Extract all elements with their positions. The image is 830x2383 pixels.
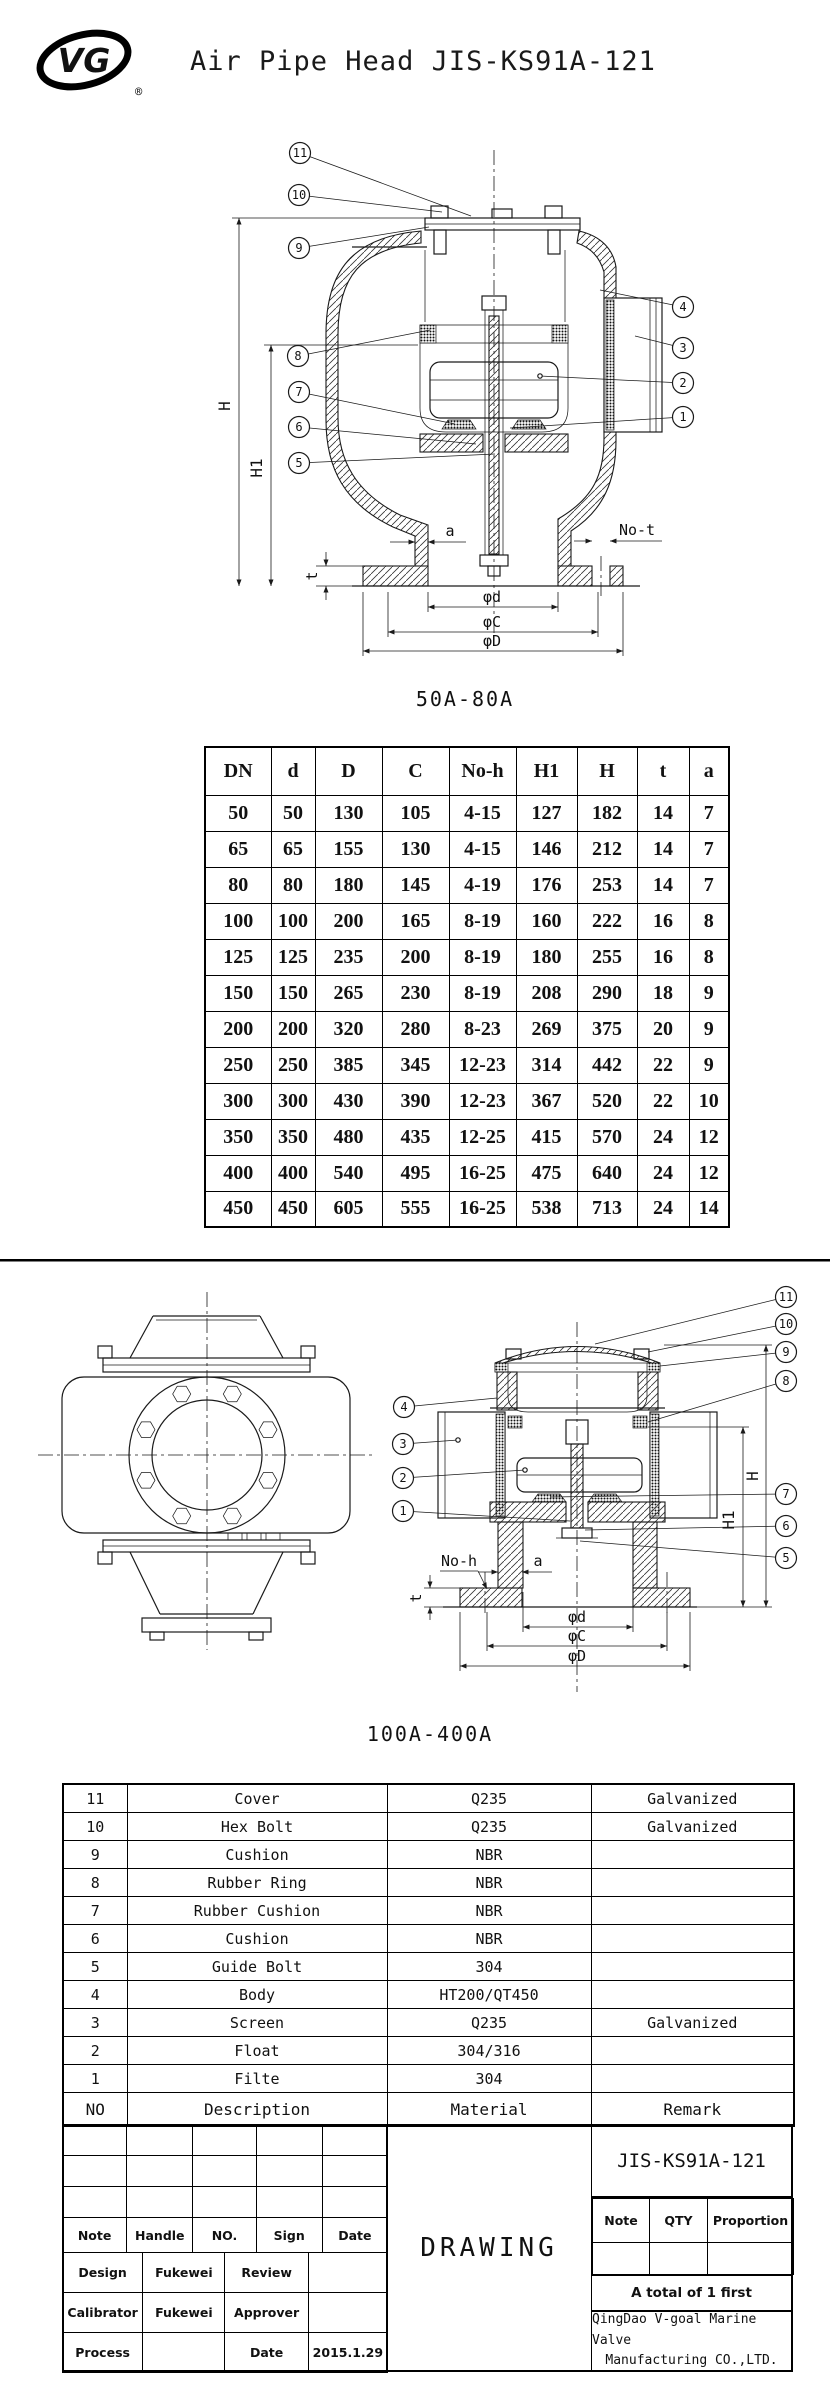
cell-d: 150 [271,975,315,1011]
part-description: Filte [127,2065,387,2093]
vgoal-logo-icon [34,24,143,99]
label-process: Process [63,2333,143,2373]
balloon-8 [288,330,431,367]
cell-t: 24 [637,1191,689,1227]
cell-c: 495 [382,1155,449,1191]
parts-row [63,1784,794,1813]
cell-noh: 8-19 [449,903,516,939]
parts-row [63,1813,794,1841]
caption-50a-80a: 50A-80A [415,687,515,711]
cell-d: 100 [271,903,315,939]
cell-t: 16 [637,903,689,939]
footer-material: Material [387,2093,591,2127]
section-divider [0,1259,830,1262]
dims-row [205,1155,729,1191]
cell-t: 14 [637,795,689,831]
dims-row [205,795,729,831]
parts-row [63,1953,794,1981]
svg-text:4: 4 [679,300,687,314]
label-date: Date [322,2218,387,2253]
svg-text:9: 9 [782,1345,790,1359]
cell-noh: 4-15 [449,795,516,831]
part-no: 3 [63,2009,127,2037]
parts-table [62,1783,795,2127]
dims-header-cell: DN [205,747,271,795]
balloon2-11 [595,1287,797,1345]
cell-dn: 80 [205,867,271,903]
part-remark [591,1953,794,1981]
part-remark [591,1897,794,1925]
cell-h1: 208 [516,975,577,1011]
dims-row [205,1011,729,1047]
cell-h1: 180 [516,939,577,975]
cell-c: 390 [382,1083,449,1119]
title-block [62,2124,793,2372]
part-material: NBR [387,1841,591,1869]
cell-noh: 8-19 [449,939,516,975]
part-description: Body [127,1981,387,2009]
page-title: Air Pipe Head JIS-KS91A-121 [190,46,656,77]
dim-phid-label: φd [482,588,502,606]
empty-cell [63,2156,127,2187]
cell-a: 9 [689,1047,729,1083]
part-no: 2 [63,2037,127,2065]
label-note: Note [63,2218,127,2253]
dims-row [205,1191,729,1227]
cell-d: 200 [271,1011,315,1047]
cell-D: 180 [315,867,382,903]
cell-a: 10 [689,1083,729,1119]
cell-dn: 400 [205,1155,271,1191]
value-calibrator: Fukewei [143,2293,225,2333]
part-description: Cushion [127,1925,387,1953]
cell-dn: 250 [205,1047,271,1083]
cell-t: 20 [637,1011,689,1047]
empty-cell [127,2187,193,2218]
empty-cell [708,2243,794,2275]
cell-a: 8 [689,939,729,975]
dims-row [205,975,729,1011]
dim-phic-label: φC [482,613,502,631]
dim-t-label-2: t [407,1593,425,1603]
empty-cell [322,2125,387,2156]
dims-row [205,1119,729,1155]
cell-d: 450 [271,1191,315,1227]
label-approver: Approver [225,2293,308,2333]
cell-dn: 450 [205,1191,271,1227]
cell-a: 8 [689,903,729,939]
part-no: 5 [63,1953,127,1981]
svg-text:3: 3 [399,1437,407,1451]
dims-row [205,1083,729,1119]
cell-h: 253 [577,867,637,903]
dims-header-cell: C [382,747,449,795]
parts-row [63,1869,794,1897]
drawing-50a-80a [215,143,694,712]
cell-h1: 415 [516,1119,577,1155]
cell-noh: 4-15 [449,831,516,867]
label-calibrator: Calibrator [63,2293,143,2333]
part-no: 7 [63,1897,127,1925]
dims-row [205,1047,729,1083]
empty-cell [256,2125,322,2156]
svg-text:1: 1 [399,1504,407,1518]
dims-header-cell: D [315,747,382,795]
cell-a: 9 [689,1011,729,1047]
label-no: NO. [193,2218,256,2253]
cell-c: 165 [382,903,449,939]
part-material: NBR [387,1897,591,1925]
company-line1: QingDao V-goal Marine Valve [592,2311,757,2348]
part-remark [591,1981,794,2009]
cell-noh: 16-25 [449,1155,516,1191]
cell-h: 290 [577,975,637,1011]
cell-c: 555 [382,1191,449,1227]
dims-header-cell: H1 [516,747,577,795]
cell-t: 24 [637,1155,689,1191]
dims-row [205,867,729,903]
svg-text:6: 6 [295,420,303,434]
balloon2-7 [550,1484,797,1505]
svg-text:2: 2 [679,376,687,390]
cell-c: 345 [382,1047,449,1083]
part-description: Rubber Ring [127,1869,387,1897]
part-no: 11 [63,1784,127,1813]
drawing-number-cell: JIS-KS91A-121 [592,2126,791,2198]
cell-h1: 146 [516,831,577,867]
part-remark [591,1869,794,1897]
dims-header-cell: a [689,747,729,795]
cell-D: 385 [315,1047,382,1083]
label-proportion: Proportion [708,2199,794,2243]
cell-dn: 125 [205,939,271,975]
title-block-left-grid [62,2124,388,2253]
balloon-10 [289,185,443,213]
cell-a: 7 [689,867,729,903]
part-no: 4 [63,1981,127,2009]
part-material: 304 [387,2065,591,2093]
dim-phiD-label-2: φD [567,1647,587,1665]
cell-noh: 12-23 [449,1083,516,1119]
empty-cell [63,2125,127,2156]
part-remark [591,1841,794,1869]
cell-D: 130 [315,795,382,831]
dims-header-cell: d [271,747,315,795]
cell-dn: 65 [205,831,271,867]
label-review: Review [225,2253,308,2293]
dims-row [205,939,729,975]
svg-text:6: 6 [782,1519,790,1533]
part-description: Guide Bolt [127,1953,387,1981]
qty-grid [592,2198,794,2275]
cell-t: 14 [637,867,689,903]
part-material: 304 [387,1953,591,1981]
cell-D: 430 [315,1083,382,1119]
company-line2: Manufacturing CO.,LTD. [605,2353,778,2369]
caption-100a-400a: 100A-400A [366,1722,494,1746]
cell-t: 14 [637,831,689,867]
parts-footer-row [63,2093,794,2127]
part-no: 9 [63,1841,127,1869]
part-material: HT200/QT450 [387,1981,591,2009]
cell-noh: 8-23 [449,1011,516,1047]
cell-noh: 16-25 [449,1191,516,1227]
value-date: 2015.1.29 [308,2333,387,2373]
empty-cell [127,2156,193,2187]
part-description: Screen [127,2009,387,2037]
balloon-5 [289,453,496,474]
cell-h: 442 [577,1047,637,1083]
part-material: Q235 [387,2009,591,2037]
part-no: 10 [63,1813,127,1841]
svg-text:4: 4 [400,1400,408,1414]
parts-row [63,1897,794,1925]
part-remark [591,2065,794,2093]
cell-c: 200 [382,939,449,975]
empty-cell [650,2243,708,2275]
company-cell [592,2312,791,2370]
svg-text:7: 7 [782,1487,790,1501]
cell-t: 24 [637,1119,689,1155]
label-design: Design [63,2253,143,2293]
empty-cell [193,2156,256,2187]
cell-d: 400 [271,1155,315,1191]
cell-D: 480 [315,1119,382,1155]
cell-d: 250 [271,1047,315,1083]
part-material: 304/316 [387,2037,591,2065]
cell-d: 300 [271,1083,315,1119]
part-remark [591,1925,794,1953]
cell-c: 130 [382,831,449,867]
dim-not-label: No-t [618,521,656,539]
title-block-signoff-grid [62,2252,388,2373]
dim-phid-label-2: φd [567,1608,587,1626]
dims-row [205,903,729,939]
svg-text:3: 3 [679,341,687,355]
balloon2-2 [393,1468,528,1489]
cell-c: 105 [382,795,449,831]
part-description: Cushion [127,1841,387,1869]
empty-cell [256,2187,322,2218]
balloon2-8 [648,1371,797,1423]
dimensions-table [204,746,730,1228]
empty-cell [308,2293,387,2333]
dim-phic-label-2: φC [567,1627,587,1645]
cell-D: 265 [315,975,382,1011]
dim-phiD-label: φD [482,632,502,650]
label-handle: Handle [127,2218,193,2253]
svg-text:5: 5 [782,1551,790,1565]
footer-remark: Remark [591,2093,794,2127]
cell-a: 7 [689,795,729,831]
svg-text:11: 11 [778,1290,794,1304]
drawing-100a-400a [38,1287,797,1747]
part-no: 8 [63,1869,127,1897]
empty-cell [322,2156,387,2187]
dim-a-label-2: a [533,1552,543,1570]
cell-t: 16 [637,939,689,975]
cell-a: 7 [689,831,729,867]
cell-h1: 269 [516,1011,577,1047]
cell-D: 320 [315,1011,382,1047]
cell-h1: 314 [516,1047,577,1083]
svg-text:7: 7 [295,385,303,399]
parts-row [63,1841,794,1869]
svg-text:10: 10 [778,1317,794,1331]
footer-description: Description [127,2093,387,2127]
cell-t: 22 [637,1047,689,1083]
cell-h1: 367 [516,1083,577,1119]
empty-cell [256,2156,322,2187]
cell-h: 255 [577,939,637,975]
svg-text:8: 8 [782,1374,790,1388]
cell-noh: 8-19 [449,975,516,1011]
cell-dn: 150 [205,975,271,1011]
cell-h: 375 [577,1011,637,1047]
cell-c: 435 [382,1119,449,1155]
empty-cell [127,2125,193,2156]
balloon2-10 [648,1314,797,1353]
part-description: Cover [127,1784,387,1813]
cell-t: 22 [637,1083,689,1119]
dim-t-label: t [303,571,321,581]
part-description: Float [127,2037,387,2065]
part-no: 6 [63,1925,127,1953]
dims-header-cell: H [577,747,637,795]
svg-text:9: 9 [295,241,303,255]
cell-dn: 300 [205,1083,271,1119]
dims-row [205,831,729,867]
parts-row [63,2065,794,2093]
label-date2: Date [225,2333,308,2373]
cell-h: 570 [577,1119,637,1155]
parts-row [63,2037,794,2065]
svg-text:VG: VG [57,41,111,80]
empty-cell [193,2187,256,2218]
cell-h1: 538 [516,1191,577,1227]
cell-noh: 12-23 [449,1047,516,1083]
footer-no: NO [63,2093,127,2127]
empty-cell [143,2333,225,2373]
empty-cell [593,2243,650,2275]
drawing-label-cell: DRAWING [386,2126,592,2370]
parts-row [63,1925,794,1953]
label-sign: Sign [256,2218,322,2253]
parts-row [63,2009,794,2037]
balloon-2 [538,373,694,394]
dims-header-cell: No-h [449,747,516,795]
svg-text:8: 8 [294,349,302,363]
cell-d: 80 [271,867,315,903]
cell-dn: 350 [205,1119,271,1155]
label-note-right: Note [593,2199,650,2243]
empty-cell [322,2187,387,2218]
cell-noh: 12-25 [449,1119,516,1155]
cell-D: 605 [315,1191,382,1227]
part-description: Hex Bolt [127,1813,387,1841]
part-material: NBR [387,1925,591,1953]
value-designer: Fukewei [143,2253,225,2293]
cell-a: 12 [689,1155,729,1191]
cell-a: 12 [689,1119,729,1155]
svg-text:5: 5 [295,456,303,470]
part-material: Q235 [387,1784,591,1813]
cell-d: 350 [271,1119,315,1155]
cell-D: 540 [315,1155,382,1191]
cell-d: 125 [271,939,315,975]
cell-dn: 200 [205,1011,271,1047]
cell-t: 18 [637,975,689,1011]
dim-h1-label-2: H1 [719,1510,738,1530]
cell-h: 520 [577,1083,637,1119]
cell-h: 182 [577,795,637,831]
cell-D: 155 [315,831,382,867]
part-no: 1 [63,2065,127,2093]
part-remark [591,2037,794,2065]
svg-text:10: 10 [291,188,307,202]
balloon2-5 [580,1541,797,1569]
cell-h1: 176 [516,867,577,903]
parts-row [63,1981,794,2009]
cell-h1: 475 [516,1155,577,1191]
dims-header-row [205,747,729,795]
part-remark: Galvanized [591,1813,794,1841]
empty-cell [63,2187,127,2218]
cell-h: 212 [577,831,637,867]
total-note-cell: A total of 1 first [592,2274,791,2312]
cell-h: 222 [577,903,637,939]
cell-c: 230 [382,975,449,1011]
cell-h: 713 [577,1191,637,1227]
dim-a-label: a [445,522,455,540]
empty-cell [308,2253,387,2293]
part-material: Q235 [387,1813,591,1841]
svg-text:11: 11 [292,146,308,160]
dim-noh-label: No-h [440,1552,478,1570]
cell-noh: 4-19 [449,867,516,903]
cell-a: 14 [689,1191,729,1227]
cell-D: 235 [315,939,382,975]
svg-text:2: 2 [399,1471,407,1485]
cell-D: 200 [315,903,382,939]
cell-h1: 127 [516,795,577,831]
cell-dn: 100 [205,903,271,939]
empty-cell [193,2125,256,2156]
cell-c: 145 [382,867,449,903]
part-material: NBR [387,1869,591,1897]
cell-h1: 160 [516,903,577,939]
balloon2-3 [393,1434,461,1455]
cell-a: 9 [689,975,729,1011]
dims-header-cell: t [637,747,689,795]
svg-text:1: 1 [679,410,687,424]
dim-h-label-2: H [743,1471,762,1481]
label-qty: QTY [650,2199,708,2243]
part-remark: Galvanized [591,1784,794,1813]
dim-h1-label: H1 [247,458,266,478]
cell-c: 280 [382,1011,449,1047]
cell-d: 50 [271,795,315,831]
part-remark: Galvanized [591,2009,794,2037]
registered-mark: ® [135,85,143,99]
part-description: Rubber Cushion [127,1897,387,1925]
cell-d: 65 [271,831,315,867]
cell-h: 640 [577,1155,637,1191]
cell-dn: 50 [205,795,271,831]
balloon-3 [635,336,694,359]
dim-h-label: H [215,401,234,411]
